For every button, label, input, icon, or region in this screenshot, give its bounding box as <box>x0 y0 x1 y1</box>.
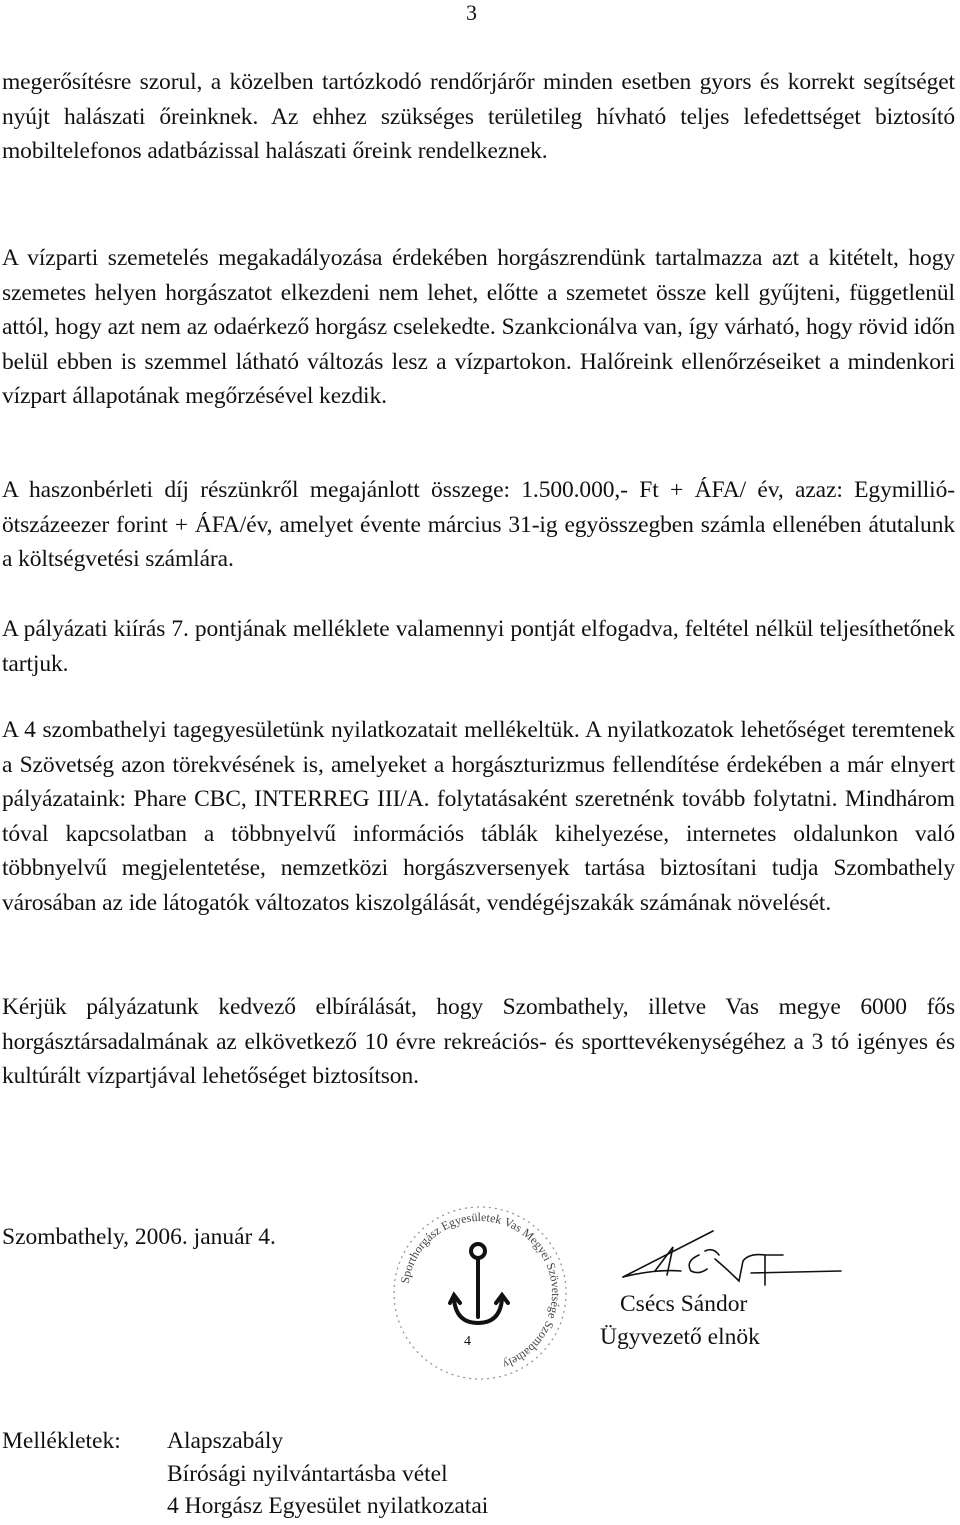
paragraph-request: Kérjük pályázatunk kedvező elbírálását, hogy Szombathely, illetve Vas megye 6000 fős horgásztársadalmának az elkövetkező 10 évre rekreációs- és sporttevékenységéhez a 3 tó igényes és kultúrált vízpartjával lehetőséget biztosítson. <box>2 994 955 1090</box>
signer-title: Ügyvezető elnök <box>600 1324 760 1350</box>
paragraph-member-declarations: A 4 szombathelyi tagegyesületünk nyilatkozatait mellékeltük. A nyilatkozatok lehetőséget teremtenek a Szövetség azon törekvésének is, amelyeket a horgászturizmus fellendítése érdekében a már elnyert pályázataink: Phare CBC, INTERREG III/A. folytatásaként szeretnénk tovább folytatni. Mindhárom tóval kapcsolatban a többnyelvű információs táblák kihelyezése, internetes oldalunkon való többnyelvű megjelentetése, nemzetközi horgászversenyek tartása biztosítani tudja Szombathely városában az ide látogatók változatos kiszolgálását, vendégéjszakák számának növelését. <box>2 717 955 916</box>
paragraph-littering-prevention: A vízparti szemetelés megakadályozása érdekében horgászrendünk tartalmazza azt a kitételt, hogy szemetes helyen horgászatot elkezdeni nem lehet, előtte a szemetet össze kell gyűjteni, függetlenül attól, hogy azt nem az odaérkező horgász cselekedte. Szankcionálva van, így várható, hogy rövid időn belül ebben is szemmel látható változás lesz a vízpartokon. Halőreink ellenőrzéseiket a mindenkori vízpart állapotának megőrzésével kezdik. <box>2 245 955 410</box>
attachment-item: 4 Horgász Egyesület nyilatkozatai <box>167 1493 489 1519</box>
page-number: 3 <box>466 0 477 25</box>
stamp-number: 4 <box>464 1334 471 1349</box>
attachments-label: Mellékletek: <box>2 1428 121 1454</box>
handwritten-signature <box>615 1225 855 1295</box>
paragraph-mobile-network: megerősítésre szorul, a közelben tartózkodó rendőrjárőr minden esetben gyors és korrekt segítséget nyújt halászati őreinknek. Az ehhez szükséges területileg hívható teljes lefedettséget biztosító mobiltelefonos adatbázissal halászati őreink rendelkeznek. <box>2 69 955 165</box>
anchor-icon <box>450 1244 508 1323</box>
signer-name: Csécs Sándor <box>620 1291 748 1317</box>
place-and-date: Szombathely, 2006. január 4. <box>2 1224 276 1250</box>
svg-text:Sporthorgász Egyesületek Vas M <box>398 1210 563 1372</box>
attachment-item: Bírósági nyilvántartásba vétel <box>167 1460 448 1487</box>
attachment-item: Alapszabály <box>167 1428 284 1454</box>
paragraph-lease-fee: A haszonbérleti díj részünkről megajánlott összege: 1.500.000,- Ft + ÁFA/ év, azaz: Egymillió-ötszázeezer forint + ÁFA/év, amelyet évente március 31-ig egyösszegben számla ellenében átutalunk a költségvetési számlára. <box>2 477 955 573</box>
association-stamp <box>382 1195 578 1391</box>
paragraph-tender-acceptance: A pályázati kiírás 7. pontjának melléklete valamennyi pontját elfogadva, feltétel nélkül teljesíthetőnek tartjuk. <box>2 616 955 677</box>
attachments-list <box>167 1425 488 1523</box>
stamp-ring-text: Sporthorgász Egyesületek Vas Megyei Szövetsége Szombathely <box>397 1209 564 1372</box>
